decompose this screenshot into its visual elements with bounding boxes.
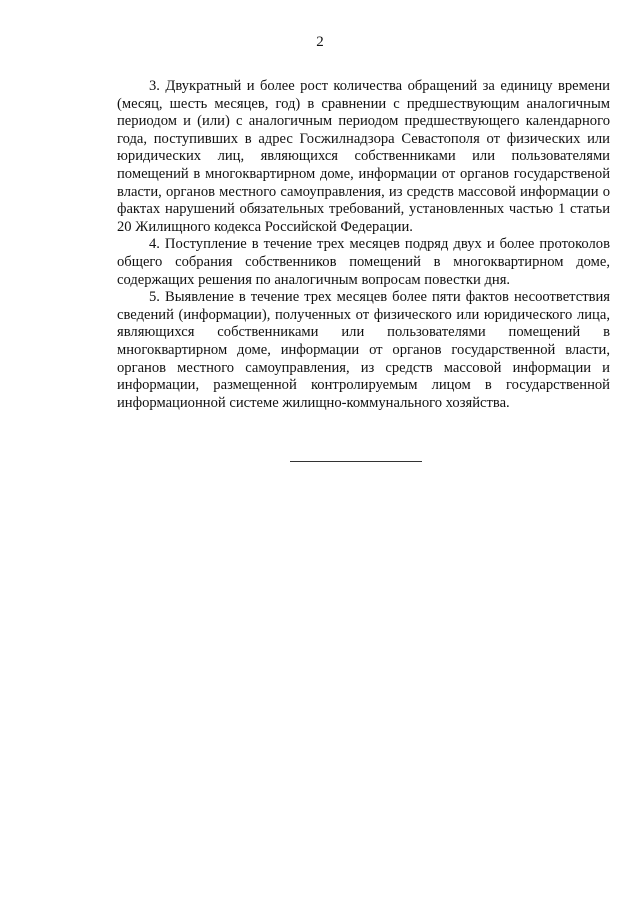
paragraph-3: 3. Двукратный и более рост количества обращений за единицу времени (месяц, шесть месяцев, год) в сравнении с предшествующим аналогичным периодом и (или) с аналогичным периодом предшествующего календарного года, поступивших в адрес Госжилнадзора Севастополя от физических или юридических лиц, являющихся собственниками или пользователями помещений в многоквартирном доме, информации от органов государственой власти, органов местного самоуправления, из средств массовой информации о фактах нарушений обязательных требований, установленных частью 1 статьи 20 Жилищного кодекса Российской Федерации.: [117, 78, 610, 235]
paragraph-4: 4. Поступление в течение трех месяцев подряд двух и более протоколов общего собрания собственников помещений в многоквартирном доме, содержащих решения по аналогичным вопросам повестки дня.: [117, 236, 610, 288]
end-divider-line: [290, 461, 422, 462]
document-body: [117, 78, 610, 412]
page-number: 2: [316, 34, 324, 50]
paragraph-5: 5. Выявление в течение трех месяцев более пяти фактов несоответствия сведений (информации), полученных от физического или юридического лица, являющихся собственниками или пользователями помещений в многоквартирном доме, информации от органов государственной власти, органов местного самоуправления, из средств массовой информации и информации, размещенной контролируемым лицом в государственной информационной системе жилищно-коммунального хозяйства.: [117, 289, 610, 411]
